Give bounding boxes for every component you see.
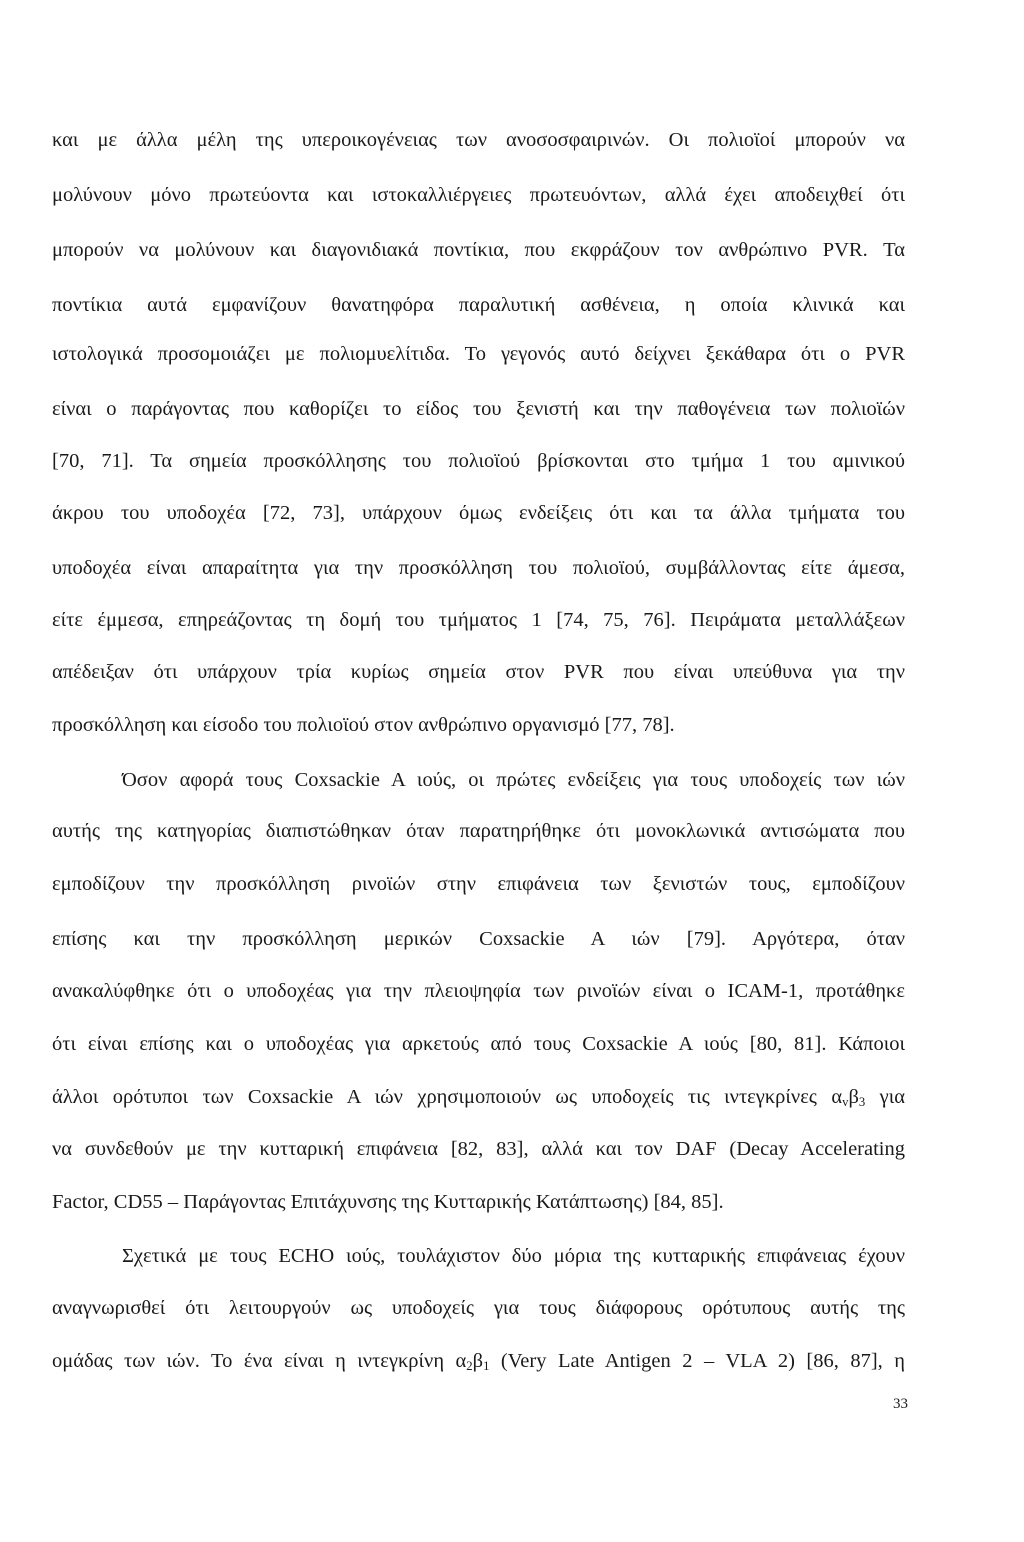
text-line: αναγνωρισθεί ότι λειτουργούν ως υποδοχείς για τους διάφορους ορότυπους αυτής της — [52, 1297, 905, 1319]
text-line: αυτής της κατηγορίας διαπιστώθηκαν όταν παρατηρήθηκε ότι μονοκλωνικά αντισώματα που — [52, 820, 905, 842]
text-line: Όσον αφορά τους Coxsackie A ιούς, οι πρώτες ενδείξεις για τους υποδοχείς των ιών — [122, 769, 905, 791]
text-run: ομάδας των ιών. Το ένα είναι η ιντεγκρίνη α — [52, 1350, 467, 1372]
text-line: μολύνουν μόνο πρωτεύοντα και ιστοκαλλιέργειες πρωτευόντων, αλλά έχει αποδειχθεί ότι — [52, 184, 905, 206]
text-line: είναι ο παράγοντας που καθορίζει το είδος του ξενιστή και την παθογένεια των πολιοϊών — [52, 398, 905, 420]
text-line: μπορούν να μολύνουν και διαγονιδιακά ποντίκια, που εκφράζουν τον ανθρώπινο PVR. Τα — [52, 239, 905, 261]
text-line: επίσης και την προσκόλληση μερικών Coxsackie A ιών [79]. Αργότερα, όταν — [52, 928, 905, 950]
text-run: (Very Late Antigen 2 – VLA 2) [86, 87], η — [489, 1350, 906, 1372]
text-line: υποδοχέα είναι απαραίτητα για την προσκόλληση του πολιοϊού, συμβάλλοντας είτε άμεσα, — [52, 557, 905, 579]
text-line: ότι είναι επίσης και ο υποδοχέας για αρκετούς από τους Coxsackie A ιούς [80, 81]. Κάποιοι — [52, 1033, 905, 1055]
text-run: για — [865, 1086, 905, 1108]
text-line: [70, 71]. Τα σημεία προσκόλλησης του πολιοϊού βρίσκονται στο τμήμα 1 του αμινικού — [52, 450, 905, 472]
text-run: άλλοι ορότυποι των Coxsackie A ιών χρησιμοποιούν ως υποδοχείς τις ιντεγκρίνες α — [52, 1086, 843, 1108]
text-run: β — [848, 1086, 859, 1108]
text-line: Factor, CD55 – Παράγοντας Επιτάχυνσης της Κυτταρικής Κατάπτωσης) [84, 85]. — [52, 1191, 724, 1213]
page-number: 33 — [893, 1396, 908, 1412]
subscript: 1 — [483, 1359, 490, 1374]
text-line: είτε έμμεσα, επηρεάζοντας τη δομή του τμήματος 1 [74, 75, 76]. Πειράματα μεταλλάξεων — [52, 609, 905, 631]
text-line: ποντίκια αυτά εμφανίζουν θανατηφόρα παραλυτική ασθένεια, η οποία κλινικά και — [52, 294, 905, 316]
text-line — [52, 1083, 905, 1111]
text-line: προσκόλληση και είσοδο του πολιοϊού στον ανθρώπινο οργανισμό [77, 78]. — [52, 714, 675, 736]
text-line — [52, 1347, 905, 1375]
text-line: και με άλλα μέλη της υπεροικογένειας των ανοσοσφαιρινών. Οι πολιοϊοί μπορούν να — [52, 129, 905, 151]
subscript: 3 — [858, 1095, 866, 1110]
text-line: Σχετικά με τους ECHO ιούς, τουλάχιστον δύο μόρια της κυτταρικής επιφάνειας έχουν — [122, 1245, 905, 1267]
subscript: 2 — [466, 1359, 473, 1374]
text-run: β — [472, 1350, 484, 1372]
text-line: ιστολογικά προσομοιάζει με πολιομυελίτιδα. Το γεγονός αυτό δείχνει ξεκάθαρα ότι ο PVR — [52, 343, 905, 365]
text-line: να συνδεθούν με την κυτταρική επιφάνεια [82, 83], αλλά και τον DAF (Decay Accelerating — [52, 1138, 905, 1160]
text-line: ανακαλύφθηκε ότι ο υποδοχέας για την πλειοψηφία των ρινοϊών είναι ο ICAM-1, προτάθηκε — [52, 980, 905, 1002]
text-line: εμποδίζουν την προσκόλληση ρινοϊών στην επιφάνεια των ξενιστών τους, εμποδίζουν — [52, 873, 905, 895]
text-line: άκρου του υποδοχέα [72, 73], υπάρχουν όμως ενδείξεις ότι και τα άλλα τμήματα του — [52, 502, 905, 524]
text-line: απέδειξαν ότι υπάρχουν τρία κυρίως σημεία στον PVR που είναι υπεύθυνα για την — [52, 661, 905, 683]
subscript: v — [842, 1095, 849, 1110]
